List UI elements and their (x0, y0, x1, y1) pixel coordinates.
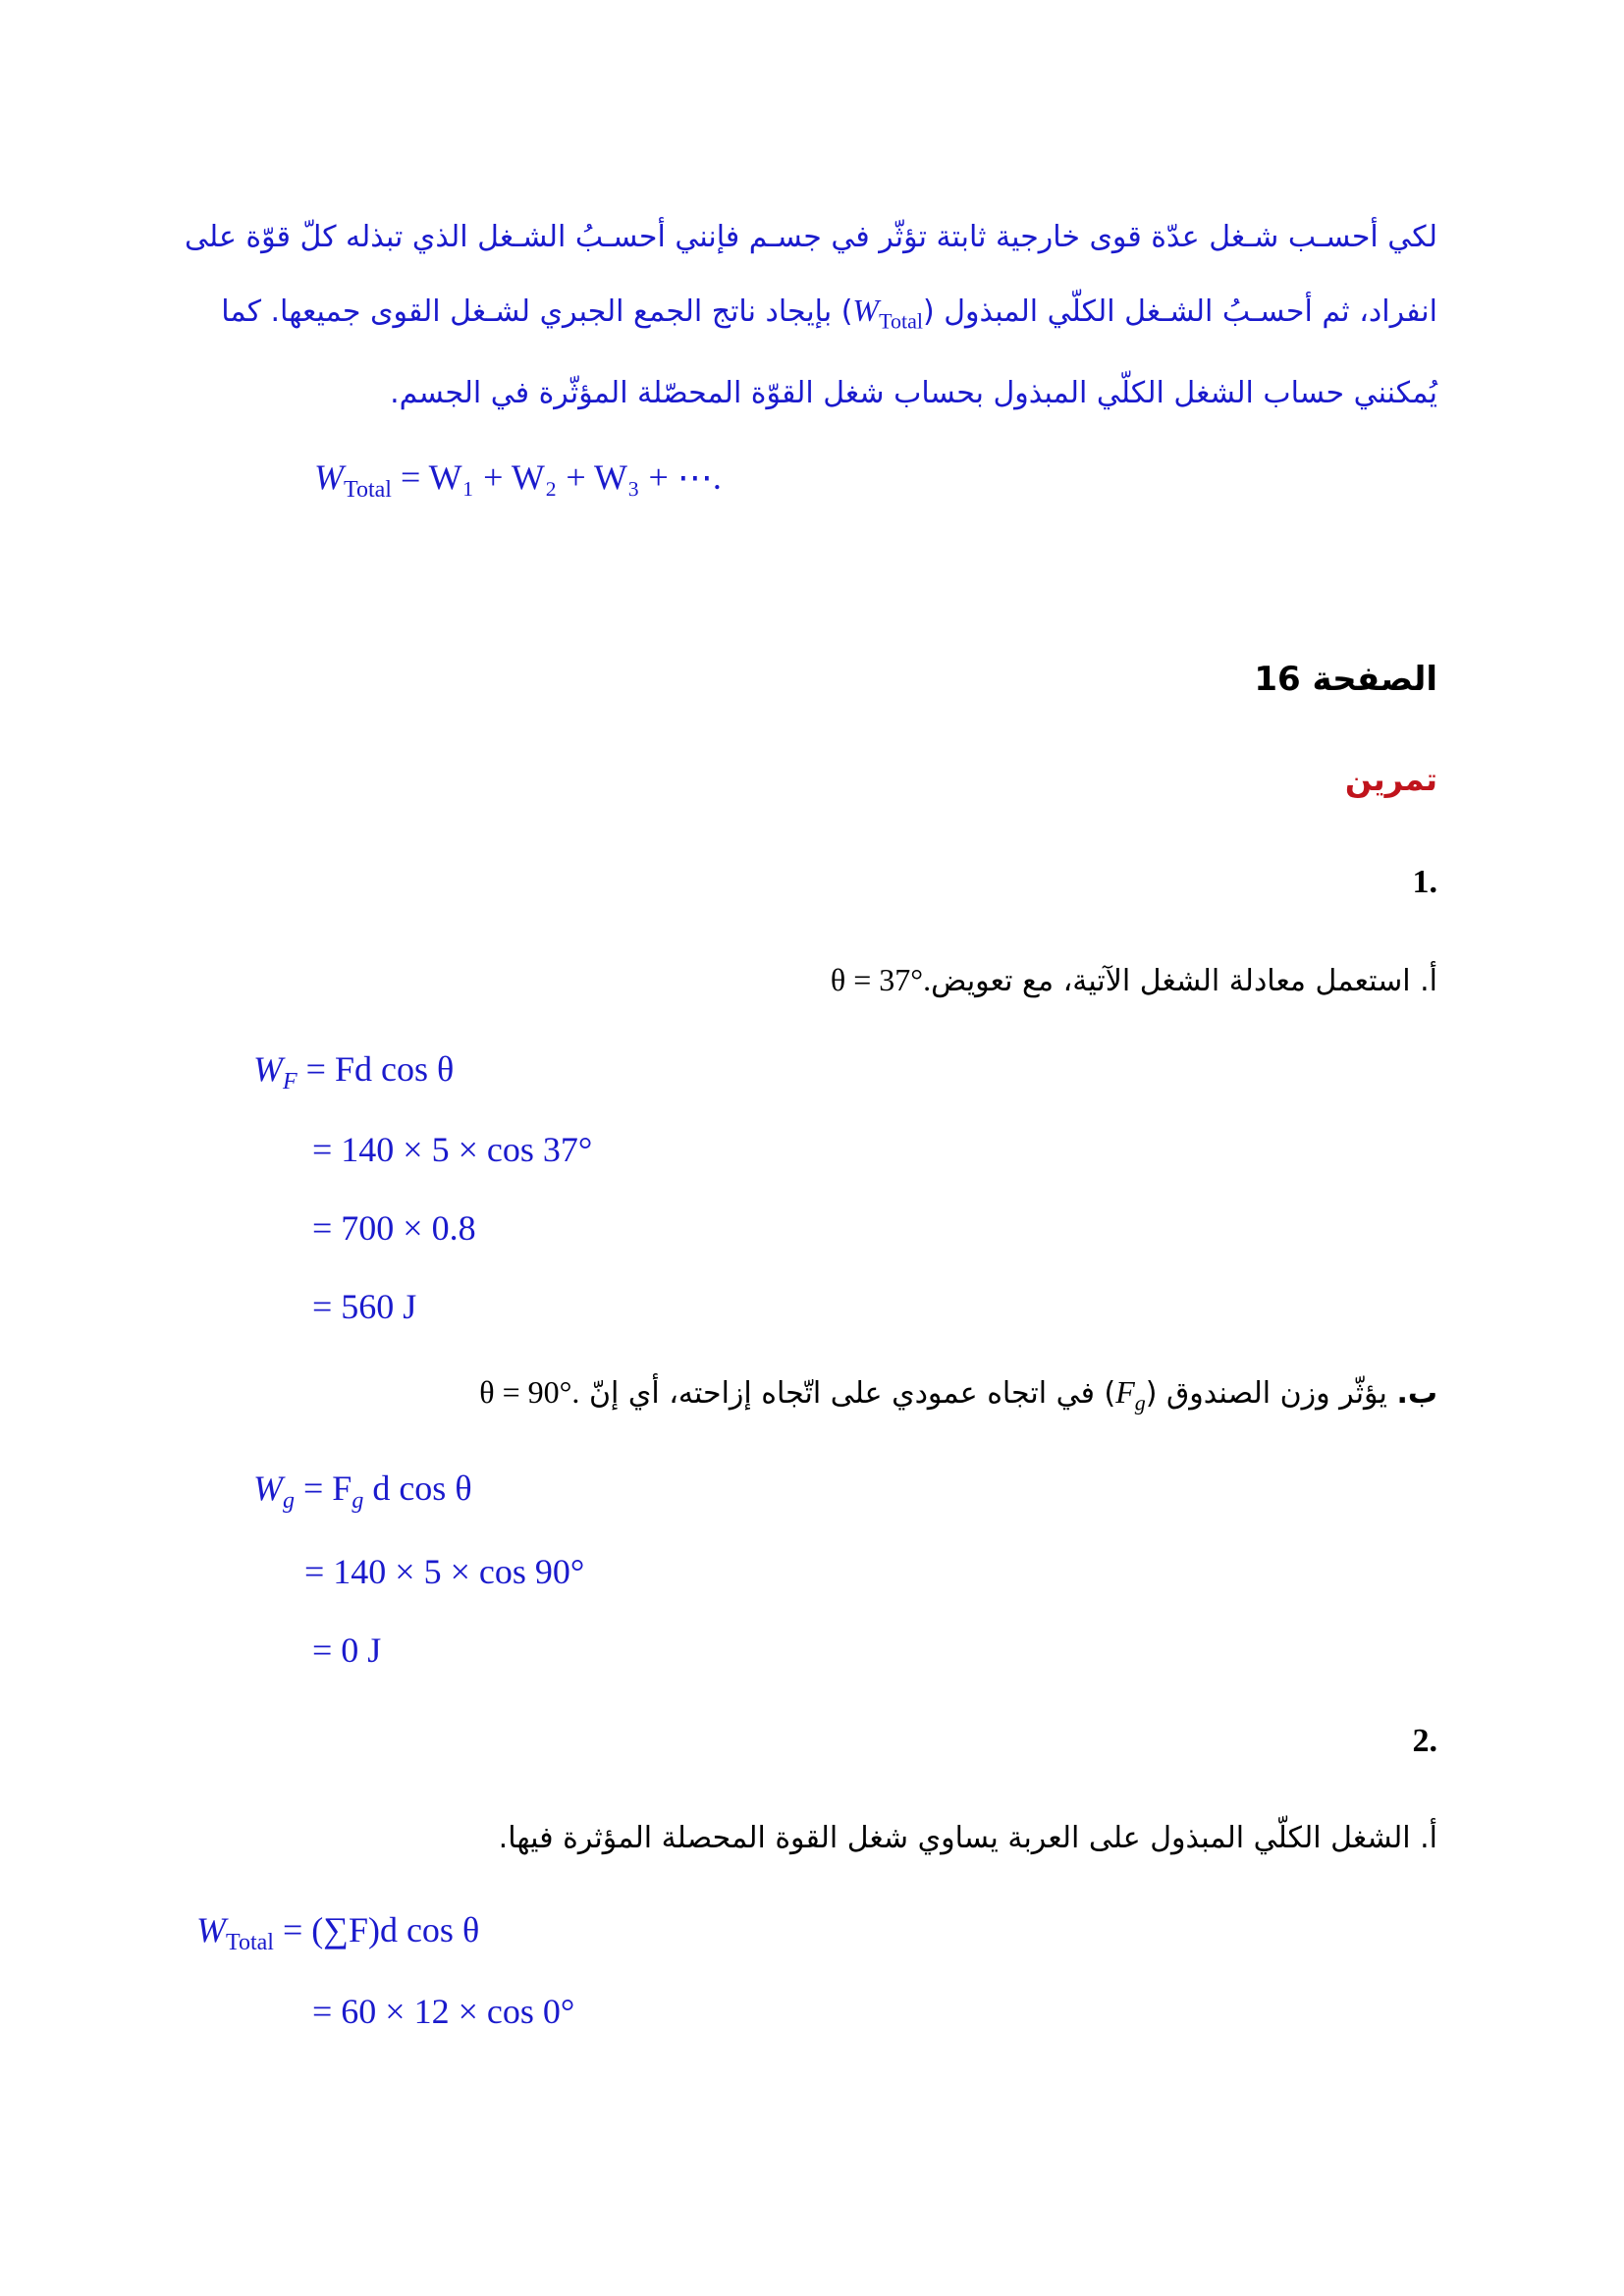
page-heading: الصفحة 16 (1254, 660, 1437, 699)
wf-equation-line-3: = 700 × 0.8 (312, 1208, 476, 1248)
wg-equation-line-1: $W_g = F_g$ d cos θ (253, 1468, 472, 1514)
intro-line-2: انفراد، ثم أحسـبُ الشـغل الكلّي المبذول $(W_{Total})$ بإيجاد ناتج الجمع الجبري لشـغل القوى جميعها. كما (221, 293, 1437, 334)
wf-equation-line-1: $W_F = Fd$ cos θ (253, 1049, 455, 1095)
total-work-sum-equation: $W_{Total} = W_1 + W_2 + W_3$ + ⋯. (314, 457, 722, 503)
fg-inline: $F_g$ (1115, 1374, 1146, 1415)
intro-line-3: يُمكنني حساب الشغل الكلّي المبذول بحساب شغل القوّة المحصّلة المؤثّرة في الجسم. (390, 376, 1437, 411)
wtotal-equation-line-1: $W_{Total} = (\sum F)d$ cos θ (196, 1910, 480, 1955)
wtotal-equation-line-2: = 60 × 12 × cos 0° (312, 1992, 575, 2031)
q1-part-b-text: ب. يؤثّر وزن الصندوق $(F_g)$ في اتجاه عمودي على اتّجاه إزاحته، أي إنّ θ = 90°. (479, 1374, 1437, 1415)
q2-part-a-text: أ. الشغل الكلّي المبذول على العربة يساوي شغل القوة المحصلة المؤثرة فيها. (498, 1821, 1437, 1855)
w-total-inline: $W_{Total}$ (852, 293, 923, 334)
theta-37-inline: θ = 37°. (830, 962, 932, 997)
exercise-label: تمرين (1344, 761, 1437, 798)
q1-part-a-text: أ. استعمل معادلة الشغل الآتية، مع تعويضθ = 37°. (830, 962, 1437, 998)
intro-line-1: لكي أحسـب شـغل عدّة قوى خارجية ثابتة تؤثّر في جسـم فإنني أحسـبُ الشـغل الذي تبذله كلّ قوّة على (185, 220, 1437, 254)
intro-paragraph (185, 201, 1437, 430)
wf-equation-line-4: = 560 J (312, 1287, 417, 1326)
question-2-number: .2 (1412, 1723, 1437, 1759)
theta-90-inline: θ = 90°. (479, 1374, 580, 1410)
question-1-number: .1 (1412, 864, 1437, 900)
wf-equation-line-2: = 140 × 5 × cos 37° (312, 1130, 593, 1169)
wg-equation-line-2: = 140 × 5 × cos 90° (304, 1552, 585, 1591)
wg-equation-line-3: = 0 J (312, 1630, 382, 1670)
